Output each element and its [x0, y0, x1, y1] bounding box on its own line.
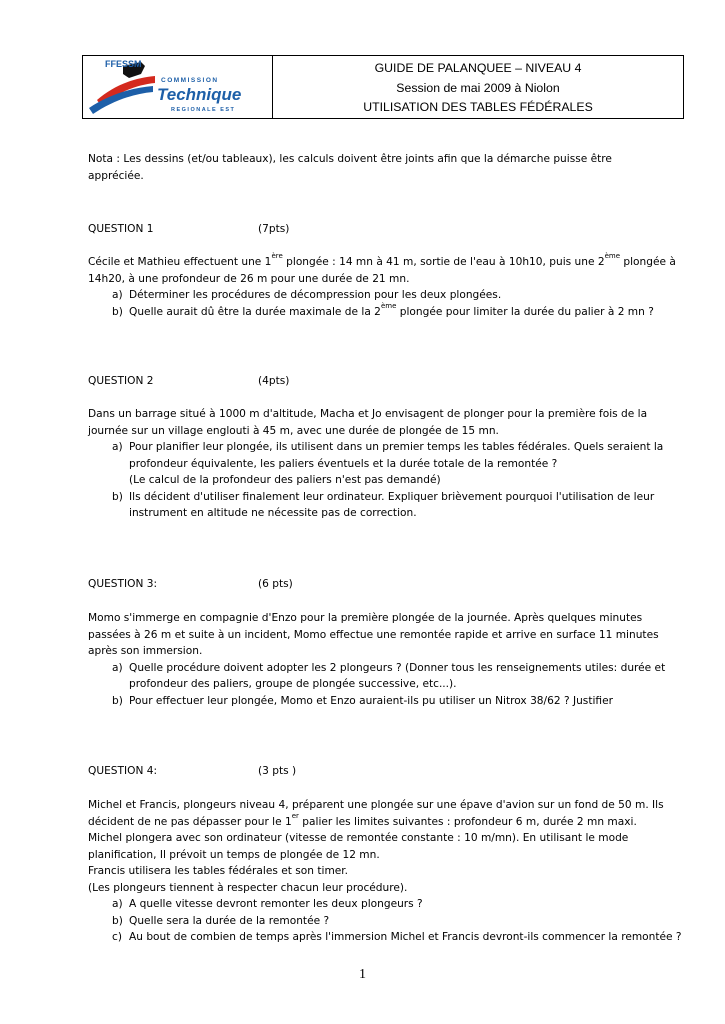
nota-line-2: appréciée.	[88, 169, 144, 182]
question-4-heading	[88, 763, 297, 780]
q2-intro-line-1: Dans un barrage situé à 1000 m d'altitude, Macha et Jo envisagent de plonger pour la première fois de la	[88, 408, 648, 420]
header-title: GUIDE DE PALANQUEE – NIVEAU 4	[374, 61, 582, 75]
q3-intro-line-2: passées à 26 m et suite à un incident, Momo effectue une remontée rapide et arrive en surface 11 minutes	[88, 628, 659, 641]
q2-item-b: b) Ils décident d'utiliser finalement leur ordinateur. Expliquer brièvement pourquoi l'utilisation de leur	[112, 490, 655, 503]
q4-line-2: décident de ne pas dépasser pour le 1er palier les limites suivantes : profondeur 6 m, durée 2 mn maxi.	[88, 811, 637, 828]
q4-list	[88, 896, 703, 946]
question-4-body	[88, 797, 703, 946]
q2-item-a: a) Pour planifier leur plongée, ils utilisent dans un premier temps les tables fédérales. Quels seraient la	[112, 441, 664, 453]
q4-line-6: (Les plongeurs tiennent à respecter chacun leur procédure).	[88, 881, 408, 894]
q2-intro-line-2: journée sur un village englouti à 45 m, avec une durée de plongée de 15 mn.	[88, 424, 499, 437]
question-3-points: (6 pts)	[258, 578, 293, 590]
question-1-points: (7pts)	[258, 223, 290, 235]
logo-brand: FFESSM	[105, 59, 142, 69]
q4-item-c: c) Au bout de combien de temps après l'immersion Michel et Francis devront-ils commencer la remontée ?	[112, 931, 682, 943]
nota-line-1: Nota : Les dessins (et/ou tableaux), les calculs doivent être joints afin que la démarche puisse être	[88, 153, 612, 165]
q3-item-a: a) Quelle procédure doivent adopter les 2 plongeurs ? (Donner tous les renseignements utiles: durée et	[112, 661, 666, 674]
logo-line1: COMMISSION	[161, 77, 219, 84]
q1-intro-line-2: 14h20, à une profondeur de 26 m pour une durée de 21 mn.	[88, 272, 410, 285]
question-4-points: (3 pts )	[258, 765, 297, 777]
q1-item-b: b) Quelle aurait dû être la durée maximale de la 2ème plongée pour limiter la durée du palier à 2 mn ?	[112, 301, 654, 318]
q2-list: a) Pour planifier leur plongée, ils utilisent dans un premier temps les tables fédérales. Quels seraient la profondeur équivalente, les paliers éventuels et la durée totale de la remontée ? (Le calcul de la profondeur des paliers n'est pas demandé) b) Ils décident d'utiliser finalement leur ordinateur. Expliquer brièvement pourquoi l'utilisation de leur instrument en altitude ne nécessite pas de correction.	[88, 439, 703, 522]
q4-item-a: a) A quelle vitesse devront remonter les deux plongeurs ?	[112, 898, 423, 910]
q1-list	[88, 287, 703, 320]
question-3-title: QUESTION 3:	[88, 578, 158, 590]
q1-intro-line-1: Cécile et Mathieu effectuent une 1ère plongée : 14 mn à 41 m, sortie de l'eau à 10h10, puis une 2ème plongée à	[88, 252, 676, 268]
logo-line3: REGIONALE EST	[171, 107, 236, 113]
question-1-body	[88, 254, 703, 320]
question-4-title: QUESTION 4:	[88, 765, 158, 777]
q3-list: a) Quelle procédure doivent adopter les 2 plongeurs ? (Donner tous les renseignements utiles: durée et profondeur des paliers, groupe de plongée successive, etc...). b) Pour effectuer leur plongée, Momo et Enzo auraient-ils pu utiliser un Nitrox 38/62 ? Justifier	[88, 660, 703, 710]
q3-item-b: b) Pour effectuer leur plongée, Momo et Enzo auraient-ils pu utiliser un Nitrox 38/62 ? Justifier	[112, 694, 613, 707]
q4-item-b: b) Quelle sera la durée de la remontée ?	[112, 914, 330, 927]
question-3-body	[88, 610, 703, 709]
header-subject: UTILISATION DES TABLES FÉDÉRALES	[363, 100, 593, 114]
q4-line-1: Michel et Francis, plongeurs niveau 4, préparent une plongée sur une épave d'avion sur un fond de 50 m. Ils	[88, 799, 664, 811]
question-3-heading	[88, 576, 293, 593]
question-1-heading	[88, 221, 290, 238]
question-2-heading	[88, 373, 290, 390]
header-session: Session de mai 2009 à Niolon	[396, 80, 560, 95]
q1-item-a: a) Déterminer les procédures de décompression pour les deux plongées.	[112, 289, 502, 301]
ffessm-logo	[83, 56, 273, 118]
q4-line-5: Francis utilisera les tables fédérales et son timer.	[88, 865, 349, 877]
question-2-points: (4pts)	[258, 375, 290, 387]
q3-intro-line-3: après son immersion.	[88, 645, 203, 657]
question-1-title: QUESTION 1	[88, 223, 154, 235]
q4-line-4: planification, Il prévoit un temps de plongée de 12 mn.	[88, 848, 380, 861]
question-2-title: QUESTION 2	[88, 375, 154, 387]
header-table	[82, 55, 684, 119]
page-number: 1	[359, 967, 366, 982]
logo-line2: Technique	[157, 85, 242, 104]
q4-line-3: Michel plongera avec son ordinateur (vitesse de remontée constante : 10 m/mn). En utilisant le mode	[88, 832, 629, 844]
q3-intro-line-1: Momo s'immerge en compagnie d'Enzo pour la première plongée de la journée. Après quelques minutes	[88, 612, 643, 624]
question-2-body	[88, 406, 703, 522]
logo-graphic	[83, 56, 271, 118]
nota-paragraph	[88, 151, 703, 184]
header-text	[273, 56, 683, 118]
